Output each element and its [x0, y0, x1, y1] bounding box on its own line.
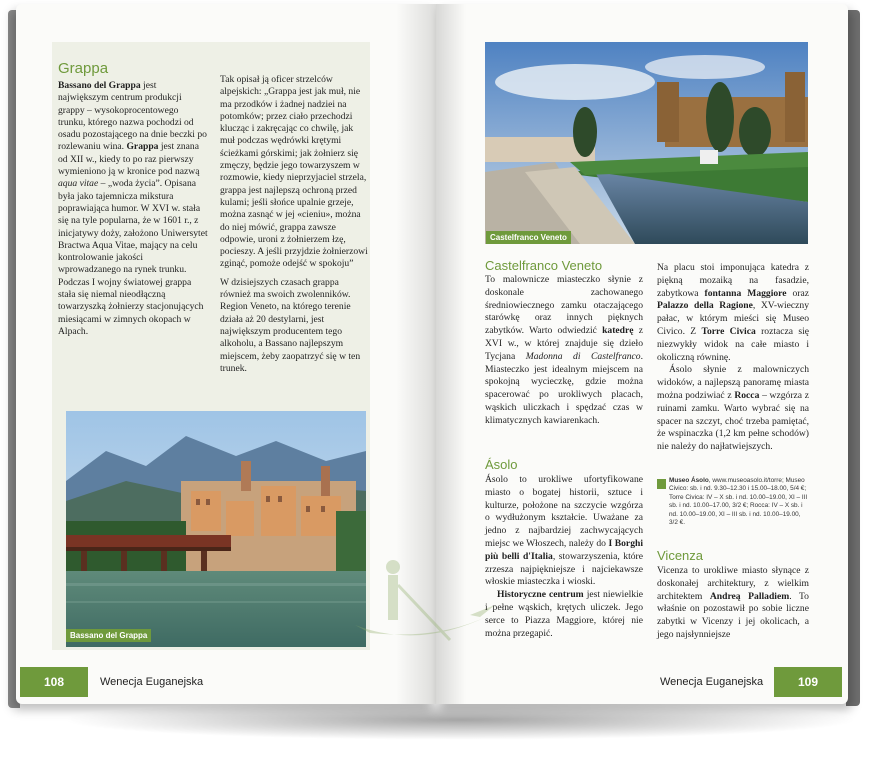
bold-term: Rocca [734, 389, 760, 401]
bassano-photo [66, 411, 366, 647]
text-span: z XVI w., w której znajduje się dzieło Tycjana [485, 325, 643, 362]
bold-term: Palazzo della Ragione [657, 300, 753, 312]
bold-term: katedrę [602, 325, 634, 337]
text-span: roztacza się niezwykły widok na całe miasto i okoliczną równinę. [657, 325, 810, 363]
text-span: jest znana od XII w., kiedy to po raz pierwszy wymieniono ją w kronice pod nazwą [58, 141, 200, 178]
asolo-text-continued [657, 262, 809, 454]
bold-term: Andreą Palladiem [709, 590, 790, 602]
page-number-right: 109 [774, 667, 842, 697]
text-span: jest największym centrum produkcji grappy – wysokoprocentowego trunku, którego nazwa pochodzi od osadu pozostającego na dnie beczki po rozlewaniu wina. [58, 80, 207, 153]
text-span: . Miasteczko jest idealnym miejscem na spokojną wycieczkę, gdzie można spacerować po urokliwych placach, wąskich uliczkach i spędzać czas w klimatycznych kawiarenkach. [485, 350, 643, 426]
asolo-text [485, 474, 643, 640]
running-head-right: Wenecja Euganejska [660, 676, 764, 688]
text-span: – wzgórza z ruinami zamku. Warto wybrać się na spacer na szczyt, choć trzeba pamiętać, że wspinaczka (1,2 km pełne schodów) nie należy do najłatwiejszych. [657, 389, 809, 453]
info-text: , www.museoasolo.it/torre; Museo Civico: sb. i nd. 9.30–12.30 i 15.00–18.00, 5/4 €; Torre Civica: IV – X sb. i nd. 10.00–19.00, XI – III sb. i nd. 10.00–17.00, 3/2 €; Rocca: IV – X sb. i nd. 10.00–19.00, XI – III sb. i nd. 10.00–19.00, 3/2 €. [669, 477, 808, 527]
bassano-illustration [66, 411, 366, 647]
text-span: Na placu stoi imponująca katedra z piękną mozaiką na fasadzie, zabytkowa [657, 262, 809, 299]
bold-term: Grappa [126, 141, 159, 153]
text-span: , stowarzyszenia, które zrzesza najpiękniejsze i najciekawsze włoskie miasteczka i wioski. [485, 550, 643, 588]
grappa-text-column-2 [220, 74, 370, 381]
grappa-text-column-1 [58, 80, 208, 344]
text-span: jest niewielkie i pełne wąskich, krętych uliczek. Jego serce to Piazza Maggiore, której nie można przegapić. [485, 589, 643, 639]
castelfranco-text [485, 274, 643, 428]
text-span: To malownicze miasteczko słynie z doskonale zachowanego średniowiecznego zamku otaczającego starówkę oraz innych pięknych zabytków. Warto odwiedzić [485, 274, 643, 337]
bold-term: Bassano del Grappa [58, 80, 141, 91]
asolo-heading: Ásolo [485, 457, 518, 472]
bold-term: Torre Civica [701, 325, 756, 337]
bassano-photo-caption: Bassano del Grappa [66, 629, 151, 642]
page-number-left: 108 [20, 667, 88, 697]
asolo-info-box [657, 477, 809, 527]
cover-edge-right [846, 10, 860, 706]
book-shadow [60, 700, 860, 740]
text-span: – „woda życia”. Opisana była jako tajemnicza mikstura poprawiająca humor. W XVI w. stała się na tyle popularna, że w 1601 r., z inicjatywy doży, założono Uniwersytet Bractwa Aqua Vitae, mający na celu kontrolowanie jakości wprowadzanego na rynek trunku. Podczas I wojny światowej grappa stała się niemal nieodłączną towarzyszką żołnierzy stacjonujących miesiącami w zimnych okopach w Alpach. [58, 178, 208, 337]
bold-term: I Borghi più belli d'Italia [485, 537, 643, 562]
castelfranco-heading: Castelfranco Veneto [485, 258, 603, 273]
text-span: . To właśnie on pozostawił po sobie liczne zabytki w Vicenzy i jej okolicach, a jego najsłynniejsze [657, 590, 809, 640]
vicenza-heading: Vicenza [657, 548, 704, 563]
modern-paragraph: W dzisiejszych czasach grappa również ma swoich zwolenników. Region Veneto, na którego terenie działa aż 20 destylarni, jest największym producentem tego alkoholu, a Bassano najlepszym miejscem, żeby zaopatrzyć się w ten trunek. [220, 276, 361, 374]
quote-paragraph: Tak opisał ją oficer strzelców alpejskich: „Grappa jest jak muł, nie ma przodków i żadnej nadziei na potomków; przez ciało przechodzi klucząc i zakręcając co chwilę, jak muł podczas wędrówki krętymi ścieżkami górskimi; jak żołnierz się zmęczy, będzie jego towarzyszem w rozmowie, kiedy nieprzyjaciel strzela, grappa jest najlepszą ochroną przed kulami; jeśli słońce upalnie grzeje, można zasnąć w jej «cieniu», można do niej mówić, grappa zawsze odpowie, uroni z żołnierzem łzę, pocieszy. A jeśli przyjdzie żołnierzowi zginąć, pomoże odejść w spokoju” [220, 74, 368, 270]
italic-term: Madonna di Castelfranco [525, 350, 641, 362]
italic-term: aqua vitae [58, 178, 99, 190]
grappa-heading: Grappa [58, 60, 109, 77]
text-span: Ásolo to urokliwe ufortyfikowane miasto o bogatej historii, sztuce i kulturze, położone na szczycie wzgórza o wydłużonym kształcie. Uważane za jedno z najbardziej zachwycających miejsc we Włoszech, należy do [485, 474, 643, 549]
gondolier-watermark-icon [350, 545, 500, 655]
castelfranco-illustration [485, 42, 808, 244]
castelfranco-photo [485, 42, 808, 244]
castelfranco-photo-caption: Castelfranco Veneto [486, 231, 571, 244]
vicenza-text [657, 565, 809, 642]
text-span: oraz [786, 287, 809, 299]
text-span: Ásolo słynie z malowniczych widoków, a najlepszą panoramę miasta można podziwiać z [657, 364, 809, 401]
bold-term: fontanna Maggiore [704, 287, 787, 299]
text-span: , XV-wieczny pałac, w którym mieści się Museo Civico. Z [657, 300, 809, 337]
running-head-left: Wenecja Euganejska [100, 676, 204, 688]
text-span: Vicenza to urokliwe miasto słynące z doskonałej architektury, z wielkim architektem [657, 565, 809, 602]
bold-term: Historyczne centrum [497, 589, 584, 601]
info-bold: Museo Ásolo [669, 477, 709, 484]
